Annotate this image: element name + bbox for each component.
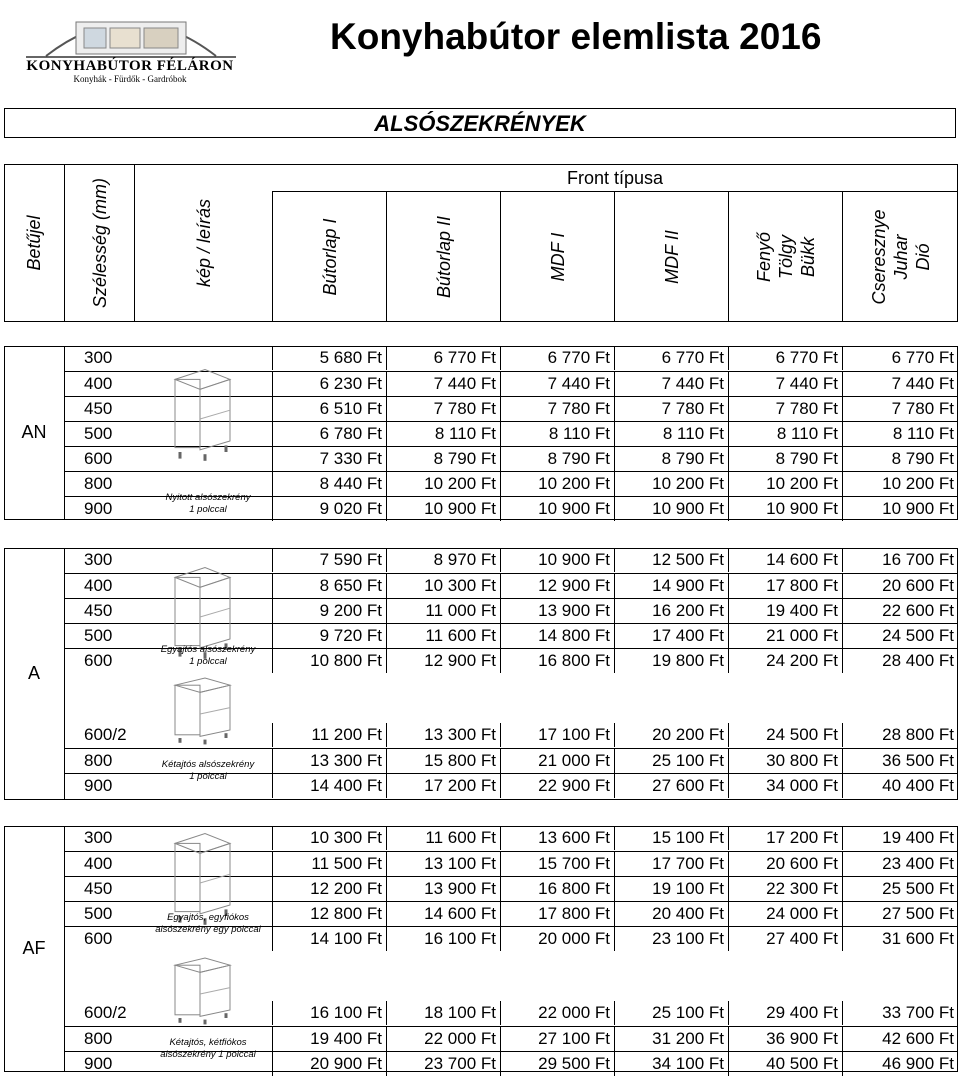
price-cell: 36 500 Ft bbox=[842, 749, 958, 773]
item-description: Kétajtós alsószekrény 1 polccal bbox=[161, 759, 255, 782]
price-cell: 21 000 Ft bbox=[728, 624, 842, 648]
price-cell: 8 790 Ft bbox=[614, 447, 728, 471]
price-cell: 22 600 Ft bbox=[842, 599, 958, 623]
price-cell: 27 100 Ft bbox=[500, 1027, 614, 1051]
price-cell: 31 200 Ft bbox=[614, 1027, 728, 1051]
price-cell: 10 200 Ft bbox=[842, 472, 958, 496]
price-cell: 10 200 Ft bbox=[500, 472, 614, 496]
price-cell: 19 100 Ft bbox=[614, 877, 728, 901]
header-kep: kép / leírás bbox=[134, 164, 272, 322]
price-cell: 7 590 Ft bbox=[272, 548, 386, 572]
price-cell: 29 400 Ft bbox=[728, 1001, 842, 1025]
price-cell: 15 100 Ft bbox=[614, 826, 728, 850]
price-cell: 17 200 Ft bbox=[386, 774, 500, 798]
price-cell: 10 200 Ft bbox=[386, 472, 500, 496]
price-cell: 17 800 Ft bbox=[500, 902, 614, 926]
price-cell: 7 440 Ft bbox=[842, 372, 958, 396]
price-cell: 31 600 Ft bbox=[842, 927, 958, 951]
price-cell: 11 600 Ft bbox=[386, 826, 500, 850]
header-szelesseg: Szélesség (mm) bbox=[64, 164, 134, 322]
price-cell: 8 110 Ft bbox=[842, 422, 958, 446]
page-title: Konyhabútor elemlista 2016 bbox=[330, 16, 822, 57]
price-cell: 29 500 Ft bbox=[500, 1052, 614, 1076]
price-cell: 25 100 Ft bbox=[614, 1001, 728, 1025]
price-cell: 27 400 Ft bbox=[728, 927, 842, 951]
item-description: Egyajtós, egyfiókos alsószekrény egy polccal bbox=[155, 912, 261, 935]
price-cell: 20 200 Ft bbox=[614, 723, 728, 747]
width-cell: 300 bbox=[84, 828, 113, 847]
width-cell: 450 bbox=[84, 399, 113, 418]
price-cell: 27 500 Ft bbox=[842, 902, 958, 926]
price-cell: 7 440 Ft bbox=[728, 372, 842, 396]
price-cell: 6 770 Ft bbox=[500, 346, 614, 370]
logo-tagline: Konyhák - Fürdők - Gardróbok bbox=[73, 74, 187, 84]
price-cell: 5 680 Ft bbox=[272, 346, 386, 370]
price-cell: 28 400 Ft bbox=[842, 649, 958, 673]
item-description: Kétajtós, kétfiókos alsószekrény 1 polccal bbox=[160, 1037, 256, 1060]
price-cell: 13 300 Ft bbox=[386, 723, 500, 747]
price-cell: 11 000 Ft bbox=[386, 599, 500, 623]
logo-name: KONYHABÚTOR FÉLÁRON bbox=[26, 58, 234, 74]
price-cell: 6 780 Ft bbox=[272, 422, 386, 446]
price-cell: 16 700 Ft bbox=[842, 548, 958, 572]
price-cell: 6 510 Ft bbox=[272, 397, 386, 421]
price-cell: 16 800 Ft bbox=[500, 649, 614, 673]
price-cell: 23 700 Ft bbox=[386, 1052, 500, 1076]
price-cell: 8 790 Ft bbox=[386, 447, 500, 471]
width-cell: 900 bbox=[84, 776, 113, 795]
price-cell: 10 200 Ft bbox=[614, 472, 728, 496]
price-cell: 8 110 Ft bbox=[500, 422, 614, 446]
width-cell: 900 bbox=[84, 1054, 113, 1073]
price-cell: 12 500 Ft bbox=[614, 548, 728, 572]
price-cell: 8 790 Ft bbox=[842, 447, 958, 471]
price-cell: 14 600 Ft bbox=[728, 548, 842, 572]
price-cell: 40 400 Ft bbox=[842, 774, 958, 798]
price-cell: 33 700 Ft bbox=[842, 1001, 958, 1025]
price-cell: 22 300 Ft bbox=[728, 877, 842, 901]
price-cell: 24 500 Ft bbox=[842, 624, 958, 648]
price-cell: 27 600 Ft bbox=[614, 774, 728, 798]
price-cell: 23 400 Ft bbox=[842, 852, 958, 876]
price-cell: 13 100 Ft bbox=[386, 852, 500, 876]
width-cell: 400 bbox=[84, 374, 113, 393]
price-cell: 14 100 Ft bbox=[272, 927, 386, 951]
price-cell: 14 600 Ft bbox=[386, 902, 500, 926]
price-cell: 8 110 Ft bbox=[386, 422, 500, 446]
header-front-2: Bútorlap II bbox=[386, 192, 500, 322]
price-cell: 10 800 Ft bbox=[272, 649, 386, 673]
price-cell: 23 100 Ft bbox=[614, 927, 728, 951]
price-cell: 6 770 Ft bbox=[614, 346, 728, 370]
price-cell: 6 230 Ft bbox=[272, 372, 386, 396]
width-cell: 600 bbox=[84, 651, 113, 670]
price-cell: 13 300 Ft bbox=[272, 749, 386, 773]
price-cell: 20 600 Ft bbox=[728, 852, 842, 876]
price-cell: 19 400 Ft bbox=[272, 1027, 386, 1051]
price-cell: 42 600 Ft bbox=[842, 1027, 958, 1051]
price-cell: 14 800 Ft bbox=[500, 624, 614, 648]
price-cell: 9 020 Ft bbox=[272, 497, 386, 521]
width-cell: 400 bbox=[84, 854, 113, 873]
header-front-3: MDF I bbox=[500, 192, 614, 322]
price-cell: 7 780 Ft bbox=[500, 397, 614, 421]
price-cell: 22 000 Ft bbox=[386, 1027, 500, 1051]
price-cell: 13 600 Ft bbox=[500, 826, 614, 850]
width-cell: 300 bbox=[84, 348, 113, 367]
price-cell: 12 900 Ft bbox=[500, 574, 614, 598]
width-cell: 500 bbox=[84, 904, 113, 923]
width-cell: 600/2 bbox=[84, 725, 127, 744]
item-description: Egyajtós alsószekrény 1 polccal bbox=[160, 644, 256, 667]
width-cell: 600 bbox=[84, 449, 113, 468]
group-code: AF bbox=[22, 938, 46, 958]
width-cell: 900 bbox=[84, 499, 113, 518]
price-cell: 8 790 Ft bbox=[500, 447, 614, 471]
price-cell: 9 200 Ft bbox=[272, 599, 386, 623]
price-cell: 40 500 Ft bbox=[728, 1052, 842, 1076]
width-cell: 800 bbox=[84, 751, 113, 770]
price-cell: 7 780 Ft bbox=[842, 397, 958, 421]
price-cell: 12 900 Ft bbox=[386, 649, 500, 673]
width-cell: 500 bbox=[84, 424, 113, 443]
price-cell: 13 900 Ft bbox=[386, 877, 500, 901]
header-front-1: Bútorlap I bbox=[272, 192, 386, 322]
price-cell: 18 100 Ft bbox=[386, 1001, 500, 1025]
width-cell: 600/2 bbox=[84, 1003, 127, 1022]
price-cell: 8 110 Ft bbox=[728, 422, 842, 446]
price-cell: 13 900 Ft bbox=[500, 599, 614, 623]
price-cell: 7 330 Ft bbox=[272, 447, 386, 471]
header-front-5: Fenyő Tölgy Bükk bbox=[728, 192, 842, 322]
width-cell: 600 bbox=[84, 929, 113, 948]
header-betujel: Betűjel bbox=[24, 215, 44, 271]
price-cell: 10 900 Ft bbox=[386, 497, 500, 521]
price-cell: 24 200 Ft bbox=[728, 649, 842, 673]
price-cell: 7 780 Ft bbox=[614, 397, 728, 421]
price-cell: 36 900 Ft bbox=[728, 1027, 842, 1051]
price-cell: 10 900 Ft bbox=[728, 497, 842, 521]
price-cell: 12 800 Ft bbox=[272, 902, 386, 926]
price-cell: 19 400 Ft bbox=[728, 599, 842, 623]
price-cell: 14 400 Ft bbox=[272, 774, 386, 798]
price-cell: 17 700 Ft bbox=[614, 852, 728, 876]
price-cell: 25 500 Ft bbox=[842, 877, 958, 901]
price-cell: 24 500 Ft bbox=[728, 723, 842, 747]
width-cell: 500 bbox=[84, 626, 113, 645]
cabinet-illustration bbox=[150, 954, 250, 1034]
price-cell: 12 200 Ft bbox=[272, 877, 386, 901]
price-cell: 8 440 Ft bbox=[272, 472, 386, 496]
price-cell: 7 440 Ft bbox=[386, 372, 500, 396]
section-title: ALSÓSZEKRÉNYEK bbox=[4, 108, 956, 138]
price-cell: 22 900 Ft bbox=[500, 774, 614, 798]
price-cell: 16 200 Ft bbox=[614, 599, 728, 623]
price-cell: 10 900 Ft bbox=[614, 497, 728, 521]
price-cell: 14 900 Ft bbox=[614, 574, 728, 598]
price-cell: 15 700 Ft bbox=[500, 852, 614, 876]
price-cell: 30 800 Ft bbox=[728, 749, 842, 773]
price-cell: 7 780 Ft bbox=[728, 397, 842, 421]
price-cell: 10 300 Ft bbox=[386, 574, 500, 598]
price-cell: 15 800 Ft bbox=[386, 749, 500, 773]
price-cell: 24 000 Ft bbox=[728, 902, 842, 926]
price-cell: 17 800 Ft bbox=[728, 574, 842, 598]
price-cell: 7 780 Ft bbox=[386, 397, 500, 421]
header-front-group: Front típusa bbox=[272, 164, 958, 192]
price-cell: 8 970 Ft bbox=[386, 548, 500, 572]
price-cell: 34 100 Ft bbox=[614, 1052, 728, 1076]
price-cell: 19 800 Ft bbox=[614, 649, 728, 673]
width-cell: 450 bbox=[84, 601, 113, 620]
price-cell: 8 110 Ft bbox=[614, 422, 728, 446]
price-cell: 17 400 Ft bbox=[614, 624, 728, 648]
price-cell: 10 900 Ft bbox=[842, 497, 958, 521]
price-cell: 25 100 Ft bbox=[614, 749, 728, 773]
price-cell: 11 200 Ft bbox=[272, 723, 386, 747]
price-cell: 20 600 Ft bbox=[842, 574, 958, 598]
price-cell: 11 500 Ft bbox=[272, 852, 386, 876]
price-cell: 7 440 Ft bbox=[614, 372, 728, 396]
header-front-4: MDF II bbox=[614, 192, 728, 322]
price-cell: 17 100 Ft bbox=[500, 723, 614, 747]
price-cell: 11 600 Ft bbox=[386, 624, 500, 648]
price-cell: 19 400 Ft bbox=[842, 826, 958, 850]
price-cell: 16 100 Ft bbox=[272, 1001, 386, 1025]
price-cell: 6 770 Ft bbox=[386, 346, 500, 370]
price-cell: 16 100 Ft bbox=[386, 927, 500, 951]
width-cell: 800 bbox=[84, 474, 113, 493]
cabinet-illustration bbox=[150, 364, 250, 474]
price-cell: 10 900 Ft bbox=[500, 497, 614, 521]
price-cell: 8 650 Ft bbox=[272, 574, 386, 598]
price-cell: 10 300 Ft bbox=[272, 826, 386, 850]
price-cell: 22 000 Ft bbox=[500, 1001, 614, 1025]
price-cell: 34 000 Ft bbox=[728, 774, 842, 798]
price-cell: 16 800 Ft bbox=[500, 877, 614, 901]
width-cell: 400 bbox=[84, 576, 113, 595]
price-cell: 6 770 Ft bbox=[728, 346, 842, 370]
group-code: A bbox=[27, 663, 40, 683]
width-cell: 450 bbox=[84, 879, 113, 898]
price-cell: 20 400 Ft bbox=[614, 902, 728, 926]
price-cell: 17 200 Ft bbox=[728, 826, 842, 850]
cabinet-illustration bbox=[150, 674, 250, 754]
item-description: Nyitott alsószekrény 1 polccal bbox=[165, 492, 251, 515]
price-cell: 10 200 Ft bbox=[728, 472, 842, 496]
width-cell: 300 bbox=[84, 550, 113, 569]
price-cell: 46 900 Ft bbox=[842, 1052, 958, 1076]
price-cell: 20 000 Ft bbox=[500, 927, 614, 951]
price-cell: 7 440 Ft bbox=[500, 372, 614, 396]
price-cell: 6 770 Ft bbox=[842, 346, 958, 370]
group-code: AN bbox=[21, 422, 47, 442]
price-cell: 8 790 Ft bbox=[728, 447, 842, 471]
price-cell: 20 900 Ft bbox=[272, 1052, 386, 1076]
price-cell: 9 720 Ft bbox=[272, 624, 386, 648]
price-cell: 28 800 Ft bbox=[842, 723, 958, 747]
price-cell: 21 000 Ft bbox=[500, 749, 614, 773]
price-cell: 10 900 Ft bbox=[500, 548, 614, 572]
header-front-6: Cseresznye Juhar Dió bbox=[842, 192, 958, 322]
width-cell: 800 bbox=[84, 1029, 113, 1048]
